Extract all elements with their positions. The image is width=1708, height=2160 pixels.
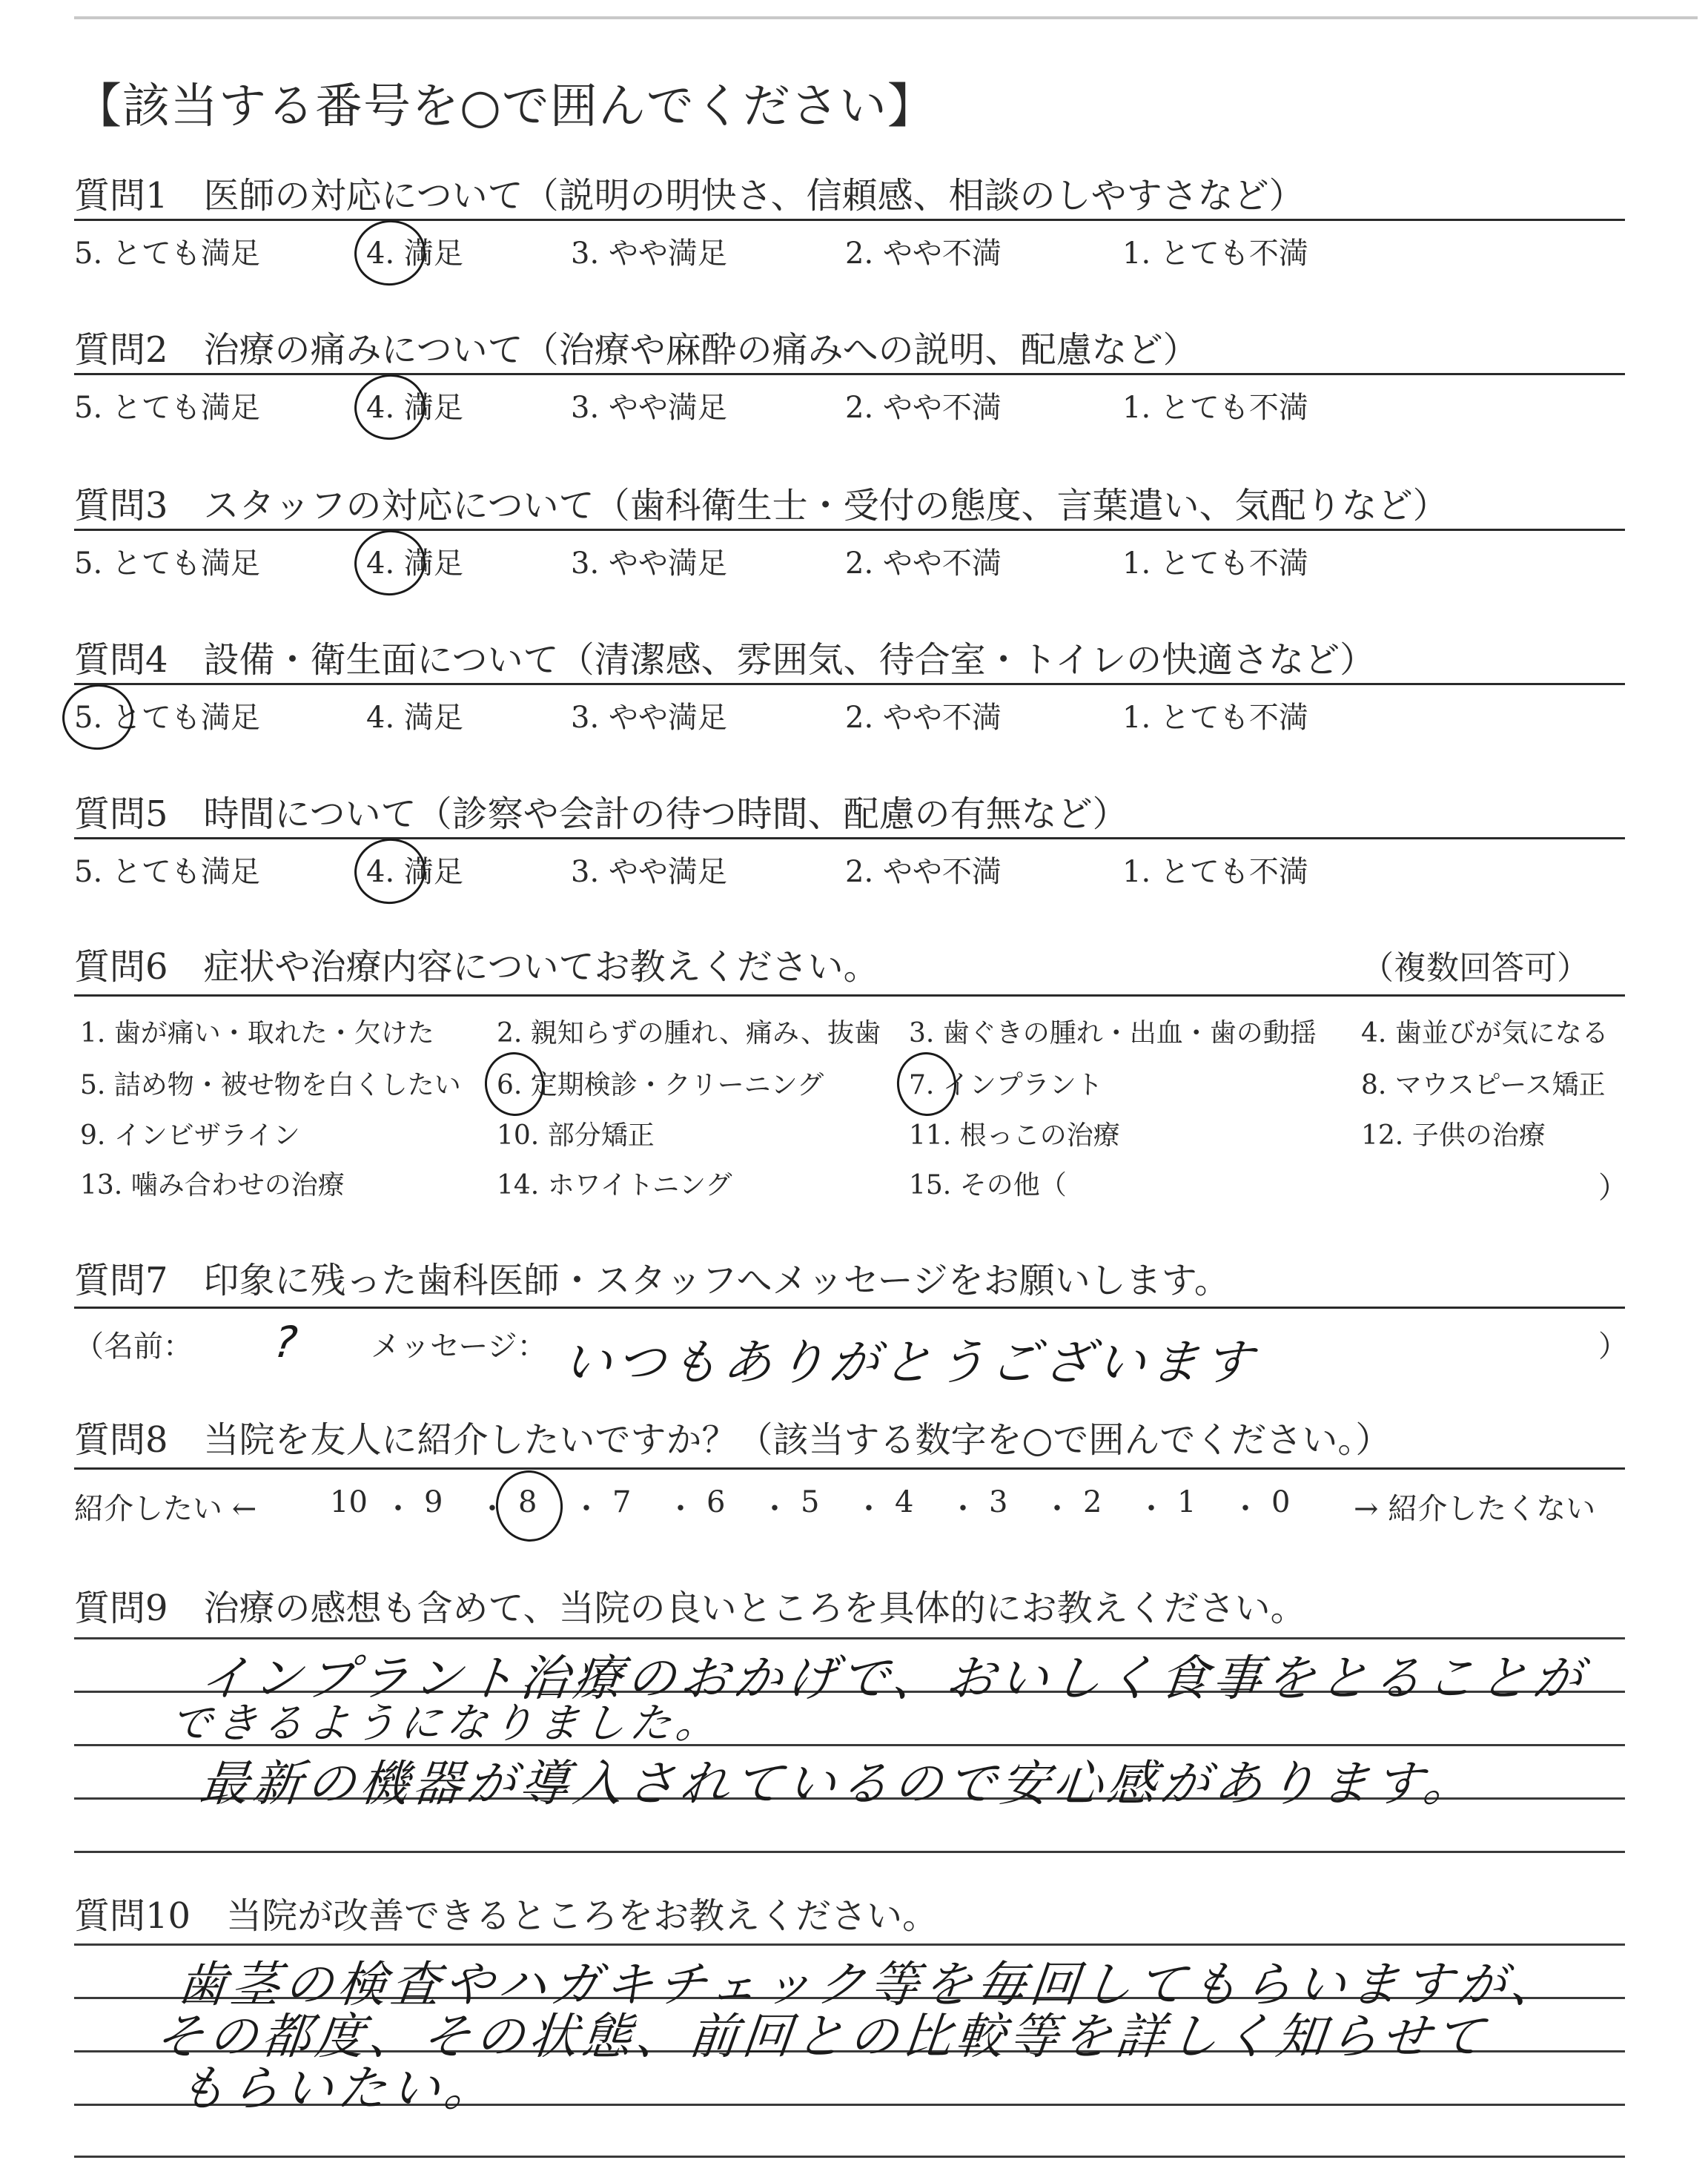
scale-separator: ・ [948,1492,978,1526]
rating-option[interactable]: 2. やや不満 [845,855,1002,889]
q6-option[interactable]: 10. 部分矯正 [497,1120,655,1151]
name-label: （名前： [74,1330,193,1364]
rating-option[interactable]: 4. 満足 [366,546,463,581]
question-7-close-paren: ） [1598,1330,1628,1364]
selection-circle [491,1466,567,1546]
rating-option[interactable]: 3. やや満足 [571,546,727,581]
answer-text-line: 歯茎の検査やハガキチェック等を毎回してもらいますが、 [174,1956,1567,2013]
scale-value[interactable]: 0 [1271,1485,1291,1519]
rating-option[interactable]: 1. とても不満 [1122,391,1308,425]
selection-circle [350,216,429,291]
scale-separator: ・ [572,1492,601,1526]
scale-value[interactable]: 2 [1083,1485,1102,1519]
rating-option[interactable]: 1. とても不満 [1122,701,1308,735]
rating-option[interactable]: 3. やや満足 [571,237,727,271]
rating-option[interactable]: 5. とても満足 [74,701,260,735]
scale-separator: ・ [1231,1492,1260,1526]
selection-circle [350,834,429,909]
rating-option[interactable]: 4. 満足 [366,391,463,425]
question-1-title: 質問1 医師の対応について（説明の明快さ、信頼感、相談のしやすさなど） [74,175,1305,217]
question-2-title: 質問2 治療の痛みについて（治療や麻酔の痛みへの説明、配慮など） [74,329,1199,371]
answer-text-line: もらいたい。 [174,2060,501,2117]
recommend-left-label: 紹介したい ← [74,1492,257,1526]
rating-option[interactable]: 1. とても不満 [1122,855,1308,889]
question-6-title: 質問6 症状や治療内容についてお教えください。 [74,946,879,988]
question-9-title: 質問9 治療の感想も含めて、当院の良いところを具体的にお教えください。 [74,1588,1306,1629]
top-border-line [74,16,1698,19]
rating-option[interactable]: 2. やや不満 [845,391,1002,425]
rating-option[interactable]: 2. やや不満 [845,237,1002,271]
selection-circle [350,526,429,601]
scale-separator: ・ [760,1492,790,1526]
rating-option[interactable]: 2. やや不満 [845,546,1002,581]
question-5-rule [74,837,1625,839]
selection-circle [58,680,137,755]
question-7-rule [74,1307,1625,1309]
rating-option[interactable]: 1. とても不満 [1122,546,1308,581]
question-3-title: 質問3 スタッフの対応について（歯科衛生士・受付の態度、言葉遣い、気配りなど） [74,485,1449,526]
q6-option[interactable]: 13. 噛み合わせの治療 [80,1170,345,1200]
scale-value[interactable]: 9 [424,1485,443,1519]
scale-value[interactable]: 5 [801,1485,820,1519]
q6-option[interactable]: 8. マウスピース矯正 [1361,1070,1606,1100]
scale-value[interactable]: 10 [330,1485,368,1519]
q6-option[interactable]: 14. ホワイトニング [497,1170,732,1200]
question-1-rule [74,219,1625,221]
q6-option[interactable]: 6. 定期検診・クリーニング [497,1070,824,1100]
answer-text-line: できるようになりました。 [168,1700,724,1748]
question-4-rule [74,683,1625,685]
q6-option[interactable]: 1. 歯が痛い・取れた・欠けた [80,1018,434,1048]
q6-option[interactable]: 15. その他（ [909,1170,1067,1200]
rating-option[interactable]: 5. とても満足 [74,546,260,581]
rating-option[interactable]: 3. やや満足 [571,855,727,889]
question-5-title: 質問5 時間について（診察や会計の待つ時間、配慮の有無など） [74,793,1128,835]
scale-separator: ・ [1042,1492,1072,1526]
question-8-title: 質問8 当院を友人に紹介したいですか？（該当する数字を○で囲んでください。） [74,1419,1391,1461]
answer-text-line: インプラント治療のおかげで、おいしく食事をとることが [196,1650,1590,1707]
rating-option[interactable]: 4. 満足 [366,855,463,889]
answer-text-line: その都度、その状態、前回との比較等を詳しく知らせて [152,2008,1492,2065]
rating-option[interactable]: 5. とても満足 [74,391,260,425]
rating-option[interactable]: 3. やや満足 [571,391,727,425]
question-6-rule [74,994,1625,997]
question-8-rule [74,1467,1625,1470]
q6-option[interactable]: 4. 歯並びが気になる [1361,1018,1609,1048]
scale-value[interactable]: 1 [1177,1485,1196,1519]
scale-value[interactable]: 3 [989,1485,1008,1519]
selection-circle [893,1048,960,1120]
answer-text-line: 最新の機器が導入されているので安心感があります。 [196,1755,1480,1812]
selection-circle [350,370,429,445]
rating-option[interactable]: 1. とても不満 [1122,237,1308,271]
q6-option[interactable]: 12. 子供の治療 [1361,1120,1546,1151]
question-4-title: 質問4 設備・衛生面について（清潔感、雰囲気、待合室・トイレの快適さなど） [74,639,1376,681]
rating-option[interactable]: 3. やや満足 [571,701,727,735]
selection-circle [480,1048,548,1120]
question-10-title: 質問10 当院が改善できるところをお教えください。 [74,1895,939,1937]
scale-separator: ・ [854,1492,884,1526]
scale-value[interactable]: 6 [706,1485,726,1519]
name-value: ? [271,1317,305,1367]
q6-option[interactable]: 3. 歯ぐきの腫れ・出血・歯の動揺 [909,1018,1317,1048]
q6-option[interactable]: 2. 親知らずの腫れ、痛み、抜歯 [497,1018,881,1048]
rating-option[interactable]: 5. とても満足 [74,855,260,889]
scale-value[interactable]: 4 [895,1485,914,1519]
message-value: いつもありがとうございます [560,1334,1260,1391]
question-2-rule [74,373,1625,375]
message-label: メッセージ： [371,1330,547,1364]
question-6-close-paren: ） [1598,1171,1628,1205]
scale-separator: ・ [666,1492,695,1526]
question-6-note: （複数回答可） [1361,949,1589,987]
answer-line [74,1851,1625,1853]
scale-value[interactable]: 7 [612,1485,632,1519]
rating-option[interactable]: 4. 満足 [366,701,463,735]
scale-separator: ・ [383,1492,413,1526]
page-heading: 【該当する番号を○で囲んでください】 [74,79,936,134]
answer-line [74,2156,1625,2158]
q6-option[interactable]: 5. 詰め物・被せ物を白くしたい [80,1070,461,1100]
q6-option[interactable]: 9. インビザライン [80,1120,300,1151]
recommend-right-label: → 紹介したくない [1354,1492,1596,1526]
question-7-title: 質問7 印象に残った歯科医師・スタッフへメッセージをお願いします。 [74,1260,1230,1301]
rating-option[interactable]: 2. やや不満 [845,701,1002,735]
question-3-rule [74,529,1625,531]
scale-value[interactable]: 8 [518,1485,537,1519]
scale-separator: ・ [477,1492,507,1526]
scale-separator: ・ [1136,1492,1166,1526]
rating-option[interactable]: 4. 満足 [366,237,463,271]
rating-option[interactable]: 5. とても満足 [74,237,260,271]
q6-option[interactable]: 7. インプラント [909,1070,1103,1100]
q6-option[interactable]: 11. 根っこの治療 [909,1120,1120,1151]
